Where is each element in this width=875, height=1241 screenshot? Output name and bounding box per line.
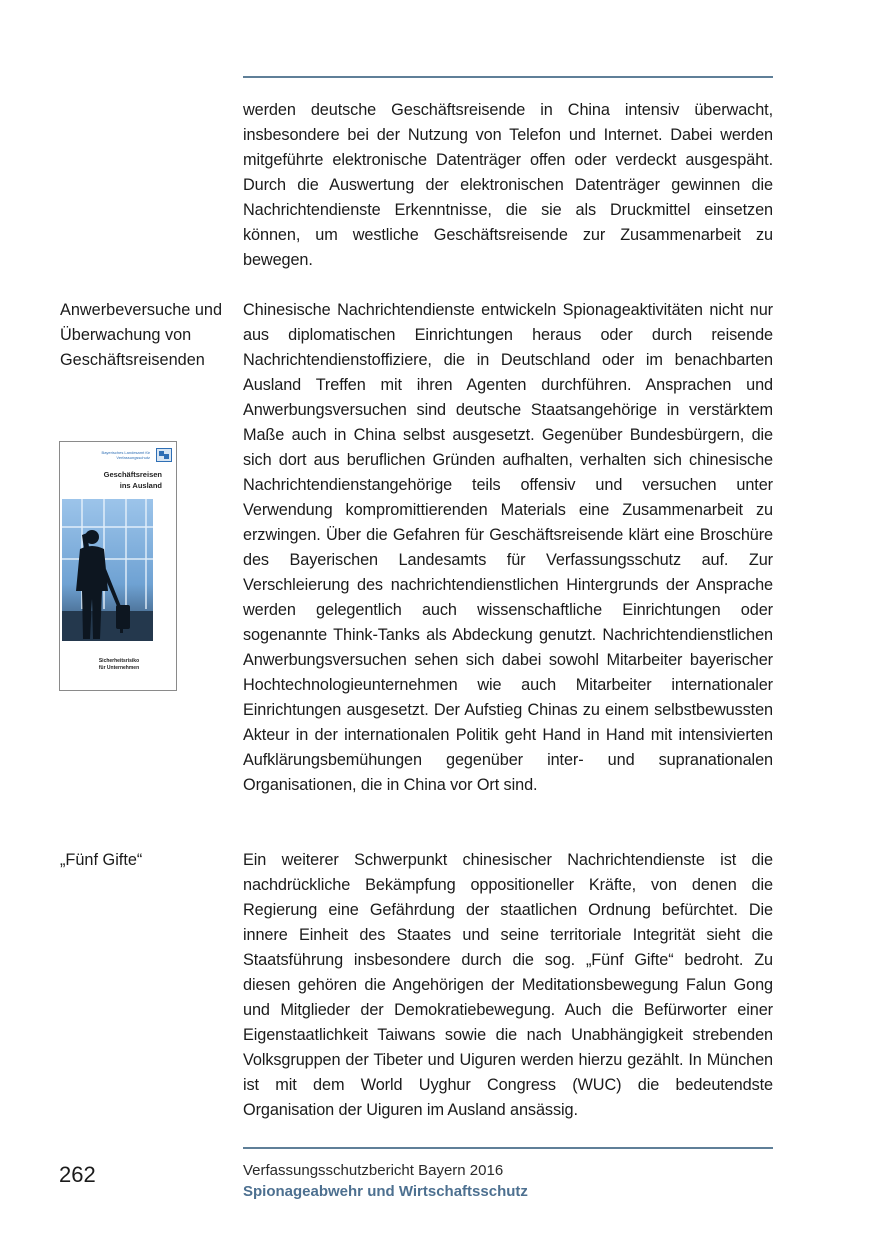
header-rule xyxy=(243,76,773,78)
section-title: Spionageabwehr und Wirtschaftsschutz xyxy=(243,1183,528,1200)
footer-rule xyxy=(243,1147,773,1149)
brochure-title xyxy=(70,469,162,491)
brochure-cover-image xyxy=(59,441,177,691)
brochure-title-line1: Geschäftsreisen xyxy=(103,470,162,479)
businessman-silhouette-photo xyxy=(62,499,153,641)
brochure-subtitle xyxy=(70,658,168,672)
page-number: 262 xyxy=(59,1162,96,1187)
body-paragraph-2: Chinesische Nachrichtendienste entwickeln Spionageaktivitäten nicht nur aus diplomatischen Einrichtungen heraus oder durch reisende Nachrichtendienstoffiziere, die in Deutschland oder im benachbarten Ausland Treffen mit ihren Agenten durchführen. Ansprachen und Anwerbungsversuchen sind deutsche Staatsangehörige in verstärktem Maße auch in China selbst ausgesetzt. Gegenüber Bundesbürgern, die sich dort aus beruflichen Gründen aufhalten, verhalten sich chinesische Nachrichtendienstangehörige teils offensiv und versuchen unter Verwendung kompromittierenden Materials eine Zusammenarbeit zu erzwingen. Über die Gefahren für Geschäftsreisende klärt eine Broschüre des Bayerischen Landesamts für Verfassungsschutz auf. Zur Verschleierung des nachrichtendienstlichen Hintergrunds der Ansprache werden gelegentlich auch wissenschaftliche Einrichtungen oder sogenannte Think-Tanks als Abdeckung genutzt. Nachrichtendienstlichen Anwerbungsversuchen sehen sich dabei sowohl Mitarbeiter bayerischer Hochtechnologieunternehmen wie auch Mitarbeiter internationaler Einrichtungen ausgesetzt. Der Aufstieg Chinas zu einem selbstbewussten Akteur in der internationalen Politik geht Hand in Hand mit intensivierten Aufklärungsbemühungen gegenüber inter- und supranationalen Organisationen, die in China vor Ort sind. xyxy=(243,301,773,794)
body-paragraph-1: werden deutsche Geschäftsreisende in China intensiv überwacht, insbesondere bei der Nutzung von Telefon und Internet. Dabei werden mitgeführte elektronische Datenträger offen oder verdeckt ausgespäht. Durch die Auswertung der elektronischen Datenträger gewinnen die Nachrichtendienste Erkenntnisse, die sie als Druckmittel einsetzen können, um westliche Geschäftsreisende zur Zusammenarbeit zu bewegen. xyxy=(243,101,773,269)
brochure-title-line2: ins Ausland xyxy=(119,481,162,490)
margin-note-recruitment: Anwerbeversuche und Überwachung von Geschäftsreisenden xyxy=(60,301,223,369)
margin-note-five-poisons: „Fünf Gifte“ xyxy=(60,851,143,869)
body-paragraph-3: Ein weiterer Schwerpunkt chinesischer Nachrichtendienste ist die nachdrückliche Bekämpfung oppositioneller Kräfte, von denen die Regierung eine Gefährdung der staatlichen Ordnung befürchtet. Die innere Einheit des Staates und seine territoriale Integrität sieht die Staatsführung insbesondere durch die sog. „Fünf Gifte“ bedroht. Zu diesen gehören die Angehörigen der Meditationsbewegung Falun Gong und Mitglieder der Demokratiebewegung. Auch die Befürworter einer Eigenstaatlichkeit Taiwans sowie die nach Unabhängigkeit strebenden Volksgruppen der Tibeter und Uiguren werden hierzu gezählt. In München ist mit dem World Uyghur Congress (WUC) die bedeutendste Organisation der Uiguren im Ausland ansässig. xyxy=(243,851,773,1119)
report-title: Verfassungsschutzbericht Bayern 2016 xyxy=(243,1162,504,1179)
brochure-subtitle-line1: Sicherheitsrisiko xyxy=(98,658,140,664)
bavarian-crest-icon xyxy=(156,448,172,462)
brochure-subtitle-line2: für Unternehmen xyxy=(98,665,140,671)
brochure-publisher: Bayerisches Landesamt für Verfassungsschutz xyxy=(101,450,150,460)
